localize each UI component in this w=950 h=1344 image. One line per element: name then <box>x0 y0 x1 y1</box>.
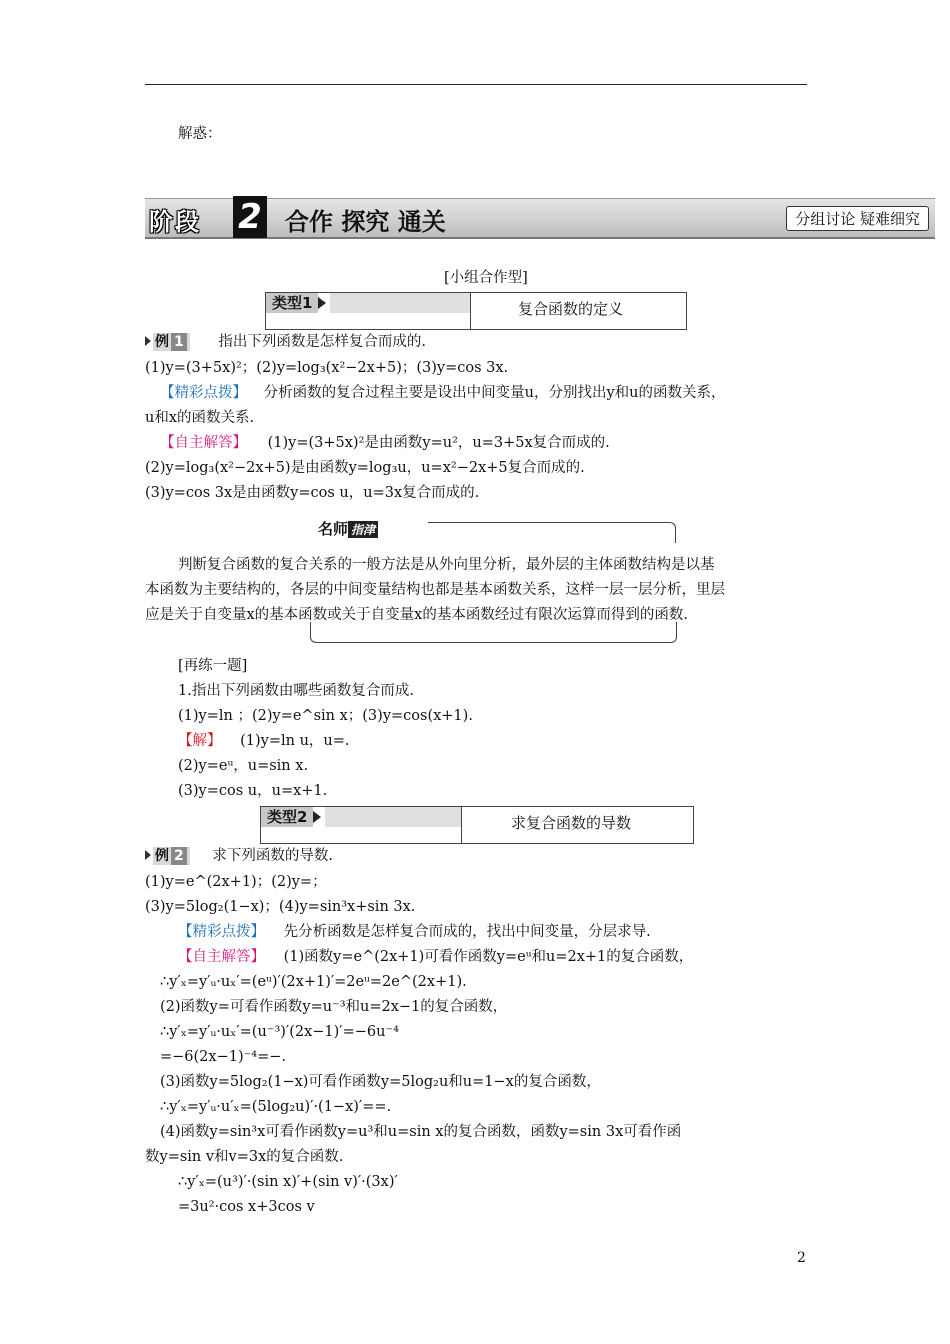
teacher-p1: 判断复合函数的复合关系的一般方法是从外向里分析，最外层的主体函数结构是以基 <box>178 557 715 573</box>
practice-label: [再练一题] <box>178 658 248 674</box>
ex2-step4: ∴y′ₓ=y′ᵤ·uₓ′=(u⁻³)′(2x−1)′=−6u⁻⁴ <box>160 1024 399 1040</box>
teacher-p3: 应是关于自变量x的基本函数或关于自变量x的基本函数经过有限次运算而得到的函数. <box>145 607 688 623</box>
ex2-step11: =3u²·cos x+3cos v <box>178 1199 315 1215</box>
triangle-icon <box>145 336 151 346</box>
practice-answer-line <box>178 731 350 751</box>
ex2-step7: ∴y′ₓ=y′ᵤ·u′ₓ=(5log₂u)′·(1−x)′==. <box>160 1099 392 1115</box>
frame-top <box>420 522 676 543</box>
practice-answer1: (1)y=ln u，u=. <box>240 733 350 749</box>
stage-banner <box>145 198 935 239</box>
ex1-answer3: (3)y=cos 3x是由函数y=cos u，u=3x复合而成的. <box>145 485 480 501</box>
banner-stage: 阶段 <box>149 208 201 236</box>
practice-line1: (1)y=ln ；(2)y=e^sin x；(3)y=cos(x+1). <box>178 708 473 724</box>
ex1-tip-label: 【精彩点拨】 <box>160 385 247 401</box>
ex2-tip: 先分析函数是怎样复合而成的，找出中间变量，分层求导. <box>283 924 651 940</box>
header-note: 解惑： <box>178 126 222 142</box>
banner-title: 合作 探究 通关 <box>285 208 446 236</box>
ex2-step5: =−6(2x−1)⁻⁴=−. <box>160 1049 286 1065</box>
ex2-step6: (3)函数y=5log₂(1−x)可看作函数y=5log₂u和u=1−x的复合函数， <box>160 1074 601 1090</box>
teacher-header: 名师 指津 <box>318 518 428 538</box>
ex2-step2: ∴y′ₓ=y′ᵤ·uₓ′=(eᵘ)′(2x+1)′=2eᵘ=2e^(2x+1). <box>160 974 467 990</box>
ex1-tip2: u和x的函数关系. <box>145 410 255 426</box>
ex2-question-line <box>145 846 333 866</box>
ex2-step1: (1)函数y=e^(2x+1)可看作函数y=eᵘ和u=2x+1的复合函数， <box>283 949 694 965</box>
practice-answer-label: 【解】 <box>178 733 222 749</box>
ex2-answer-label: 【自主解答】 <box>178 949 265 965</box>
triangle-icon <box>145 850 151 860</box>
ex1-tip-line <box>160 383 725 403</box>
practice-question: 1.指出下列函数由哪些函数复合而成. <box>178 683 414 699</box>
group-label: [小组合作型] <box>444 270 528 286</box>
banner-tag: 分组讨论 疑难细究 <box>786 206 929 231</box>
ex2-badge: 例 2 <box>153 847 190 865</box>
ex1-question-line <box>145 332 426 352</box>
ex2-line2: (3)y=5log₂(1−x)；(4)y=sin³x+sin 3x. <box>145 899 416 915</box>
ex2-tip-line <box>178 922 651 942</box>
ex1-answer2: (2)y=log₃(x²−2x+5)是由函数y=log₃u，u=x²−2x+5复合而成的. <box>145 460 585 476</box>
ex1-question: 指出下列函数是怎样复合而成的. <box>218 334 426 350</box>
ex1-tip1: 分析函数的复合过程主要是设出中间变量u，分别找出y和u的函数关系， <box>263 385 726 401</box>
type2-box <box>260 806 694 844</box>
ex2-step3: (2)函数y=可看作函数y=u⁻³和u=2x−1的复合函数， <box>160 999 508 1015</box>
type2-divider <box>461 807 462 843</box>
ex1-answer-line <box>160 433 610 453</box>
header-rule <box>145 84 807 85</box>
ex1-answer-label: 【自主解答】 <box>160 435 247 451</box>
type2-shade <box>325 807 461 827</box>
type1-label: 类型1 <box>266 293 318 313</box>
ex2-question: 求下列函数的导数. <box>212 848 333 864</box>
ex2-step10: ∴y′ₓ=(u³)′·(sin x)′+(sin v)′·(3x)′ <box>178 1174 398 1190</box>
type2-text: 求复合函数的导数 <box>511 814 632 832</box>
practice-answer2: (2)y=eᵘ，u=sin x. <box>178 758 309 774</box>
teacher-p2: 本函数为主要结构的，各层的中间变量结构也都是基本函数关系，这样一层一层分析，里层 <box>145 582 725 598</box>
ex2-step8: (4)函数y=sin³x可看作函数y=u³和u=sin x的复合函数，函数y=sin 3x可看作函 <box>160 1124 682 1140</box>
ex2-line1: (1)y=e^(2x+1)；(2)y=； <box>145 874 327 890</box>
type1-text: 复合函数的定义 <box>518 300 624 318</box>
page-number: 2 <box>797 1250 806 1266</box>
type1-box <box>265 292 687 330</box>
practice-answer3: (3)y=cos u，u=x+1. <box>178 783 328 799</box>
ex2-answer-line <box>178 947 693 967</box>
ex1-badge: 例 1 <box>153 333 190 351</box>
ex1-line1: (1)y=(3+5x)²；(2)y=log₃(x²−2x+5)；(3)y=cos 3x. <box>145 360 509 376</box>
type1-shade <box>330 293 470 313</box>
frame-bottom <box>310 622 677 643</box>
type2-label: 类型2 <box>261 807 313 827</box>
banner-number: 2 <box>233 196 267 238</box>
ex2-step9: 数y=sin v和v=3x的复合函数. <box>145 1149 344 1165</box>
type1-divider <box>470 293 471 329</box>
ex2-tip-label: 【精彩点拨】 <box>178 924 265 940</box>
ex1-answer1: (1)y=(3+5x)²是由函数y=u²，u=3+5x复合而成的. <box>267 435 610 451</box>
